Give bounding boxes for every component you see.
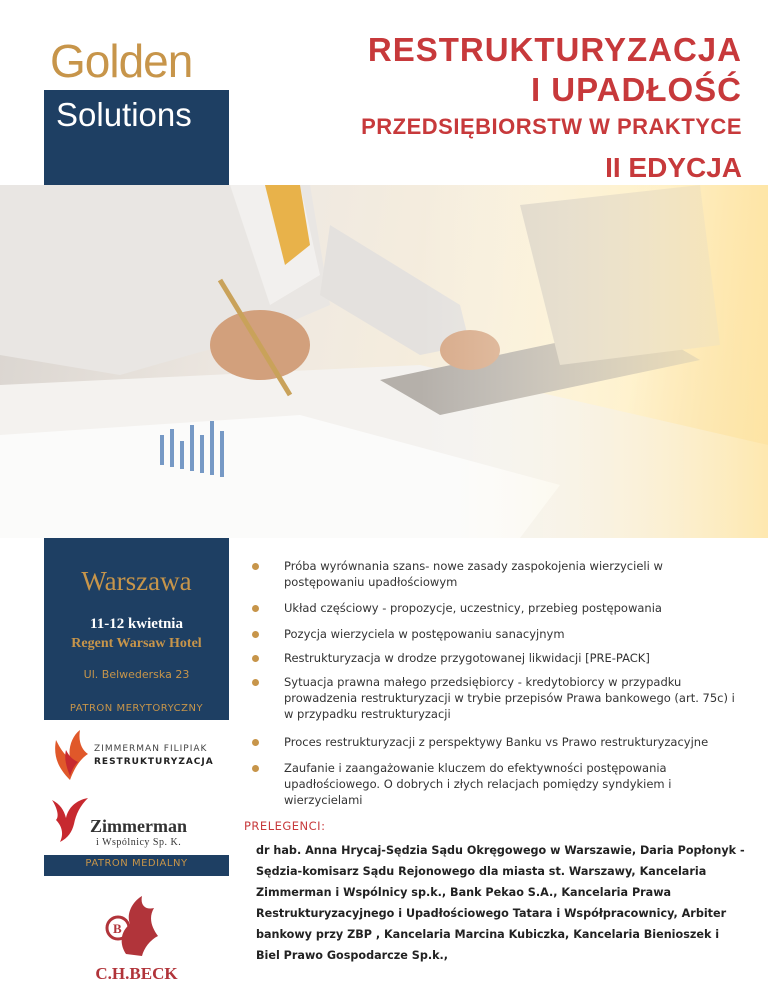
hero-photo — [0, 185, 768, 538]
title-line-1: RESTRUKTURYZACJA — [367, 31, 742, 68]
event-dates: 11-12 kwietnia — [90, 616, 183, 632]
logo-solutions-box — [44, 90, 229, 185]
bullet-icon — [252, 655, 259, 662]
bullet-icon — [252, 679, 259, 686]
bullet-icon — [252, 765, 259, 772]
topic-text: Sytuacja prawna małego przedsiębiorcy - kredytobiorcy w przypadku prowadzenia restrukturyzacji w trybie przepisów Prawa bankowego (art. 75c) i w przypadku restrukturyzacji — [284, 675, 735, 721]
title-line-3: PRZEDSIĘBIORSTW W PRAKTYCE — [361, 114, 742, 139]
topic-text: Restrukturyzacja w drodze przygotowanej likwidacji [PRE-PACK] — [284, 651, 650, 665]
media-patron-logo — [44, 876, 229, 994]
logo-solutions-text: Solutions — [56, 96, 192, 133]
bullet-icon — [252, 563, 259, 570]
edition-label: II EDYCJA — [605, 152, 742, 183]
logo-golden-text: Golden — [50, 35, 193, 87]
bird-icon — [46, 790, 91, 845]
speakers-heading: PRELEGENCI: — [244, 819, 326, 833]
griffin-icon — [96, 884, 176, 964]
bullet-icon — [252, 739, 259, 746]
patron-2-name: Zimmerman — [90, 816, 187, 836]
speakers-list: dr hab. Anna Hrycaj-Sędzia Sądu Okręgowego w Warszawie, Daria Popłonyk -Sędzia-komisarz Sądu Rejonowego dla miasta st. Warszawy, Kancelaria Zimmerman i Wspólnicy sp.k., Bank Pekao S.A., Kancelaria Prawa Restrukturyzacyjnego i Upadłościowego Tatara i Współpracownicy, Arbiter bankowy przy ZBP , Kancelaria Marcina Kubiczka, Kancelaria Bienioszek i Biel Prawo Gospodarcze Sp.k., — [256, 844, 745, 962]
event-venue: Regent Warsaw Hotel — [71, 636, 202, 651]
topic-text: Pozycja wierzyciela w postępowaniu sanacyjnym — [284, 627, 565, 641]
merit-patrons-logos — [44, 720, 229, 855]
event-city: Warszawa — [81, 566, 192, 596]
topic-text: Zaufanie i zaangażowanie kluczem do efektywności postępowania upadłościowego. O dobrych i złych relacjach pomiędzy syndykiem i wierzycielami — [284, 761, 672, 807]
bullet-icon — [252, 605, 259, 612]
media-patron-label: PATRON MEDIALNY — [85, 858, 188, 869]
patron-1-name: ZIMMERMAN FILIPIAK — [94, 744, 208, 754]
phoenix-icon — [48, 728, 93, 783]
svg-text:B: B — [113, 921, 122, 936]
patron-2-subtitle: i Wspólnicy Sp. K. — [96, 837, 182, 848]
golden-logo — [44, 35, 234, 87]
hero-photo-illustration — [0, 185, 768, 538]
conference-title — [361, 30, 742, 188]
bullet-icon — [252, 631, 259, 638]
topic-text: Próba wyrównania szans- nowe zasady zaspokojenia wierzycieli w postępowaniu upadłościowym — [284, 559, 663, 589]
merit-patron-label: PATRON MERYTORYCZNY — [69, 703, 204, 714]
patron-1-subtitle: RESTRUKTURYZACJA — [94, 757, 214, 767]
title-line-2: I UPADŁOŚĆ — [530, 71, 742, 108]
beck-wordmark: C.H.BECK — [95, 964, 178, 983]
event-address: Ul. Belwederska 23 — [83, 668, 190, 681]
topic-text: Proces restrukturyzacji z perspektywy Banku vs Prawo restrukturyzacyjne — [284, 735, 709, 749]
topic-text: Układ częściowy - propozycje, uczestnicy, przebieg postępowania — [284, 601, 662, 615]
